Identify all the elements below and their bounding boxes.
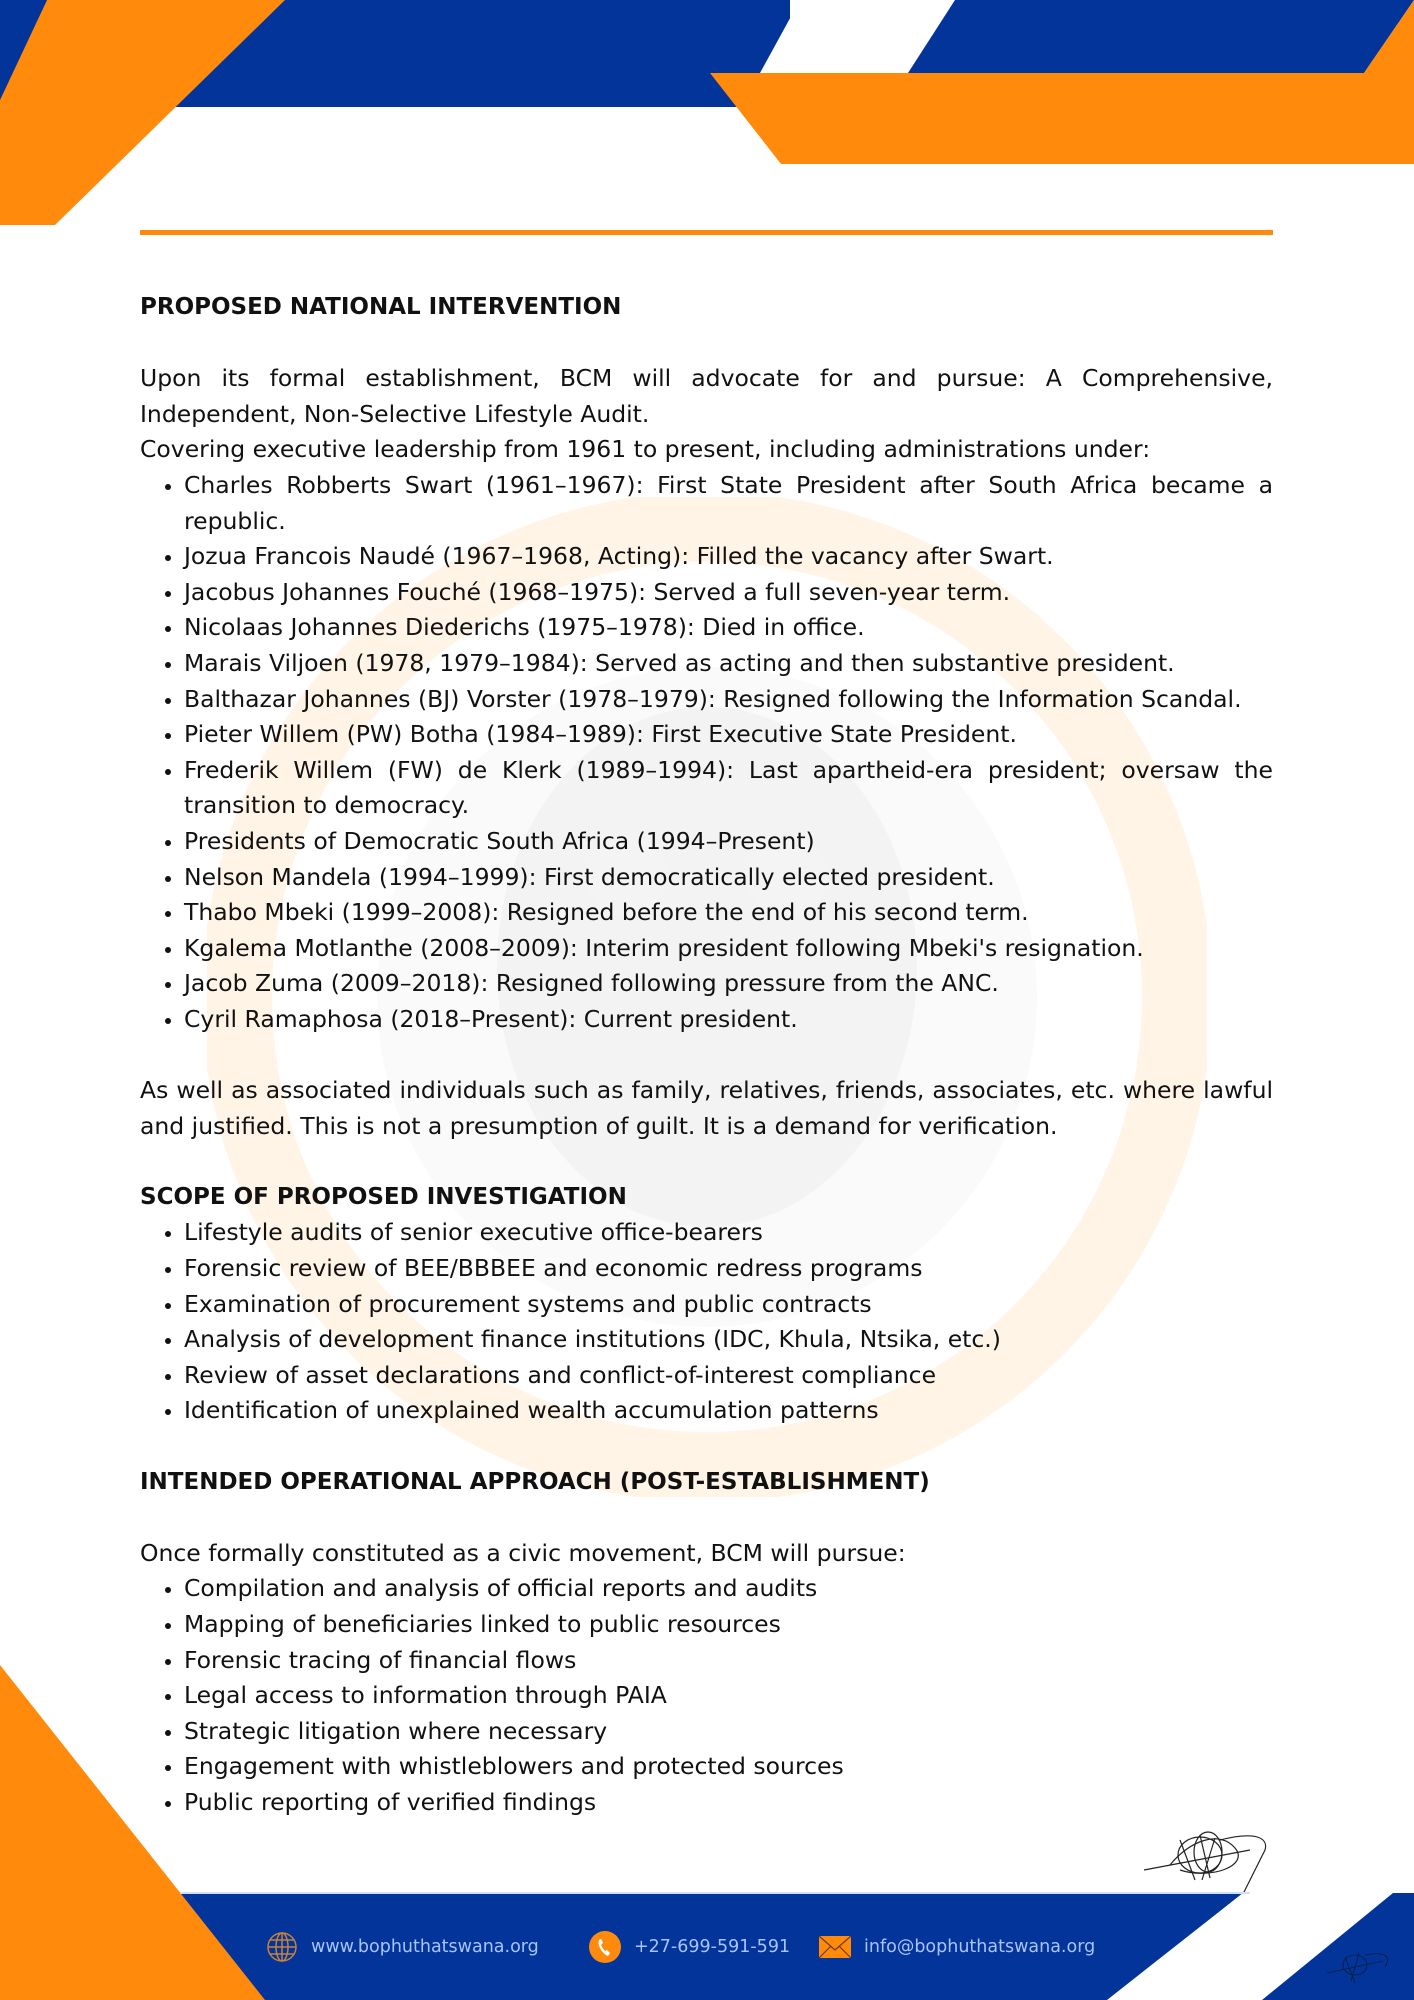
list-item: • Jacob Zuma (2009–2018): Resigned following pressure from the ANC. [184,966,1273,1002]
footer-email[interactable] [818,1930,1095,1964]
list-item: • Cyril Ramaphosa (2018–Present): Current president. [184,1002,1273,1038]
phone-number[interactable]: +27-699-591-591 [634,1937,791,1957]
list-item: • Balthazar Johannes (BJ) Vorster (1978–1979): Resigned following the Information Scandal. [184,682,1273,718]
section-title-intervention: PROPOSED NATIONAL INTERVENTION [140,294,622,320]
list-item: • Identification of unexplained wealth accumulation patterns [184,1393,1273,1429]
footer-signature-icon [1325,1945,1395,1990]
list-item: • Thabo Mbeki (1999–2008): Resigned before the end of his second term. [184,895,1273,931]
website-link[interactable]: www.bophuthatswana.org [311,1937,539,1957]
phone-icon [588,1930,622,1964]
list-item: • Marais Viljoen (1978, 1979–1984): Served as acting and then substantive president. [184,646,1273,682]
section-title-approach: INTENDED OPERATIONAL APPROACH (POST-ESTABLISHMENT) [140,1468,930,1495]
list-item: • Analysis of development finance institutions (IDC, Khula, Ntsika, etc.) [184,1322,1273,1358]
list-item: • Examination of procurement systems and public contracts [184,1287,1273,1323]
list-item: • Compilation and analysis of official reports and audits [184,1571,1273,1607]
list-item: • Frederik Willem (FW) de Klerk (1989–1994): Last apartheid-era president; oversaw the transition to democracy. [184,753,1273,824]
email-link[interactable]: info@bophuthatswana.org [864,1937,1096,1957]
list-item: • Jacobus Johannes Fouché (1968–1975): Served a full seven-year term. [184,575,1273,611]
header-orange-rule [140,230,1273,235]
list-item: • Nelson Mandela (1994–1999): First democratically elected president. [184,860,1273,896]
list-item: • Kgalema Motlanthe (2008–2009): Interim president following Mbeki's resignation. [184,931,1273,967]
list-item: • Nicolaas Johannes Diederichs (1975–1978): Died in office. [184,610,1273,646]
list-item: • Strategic litigation where necessary [184,1714,1273,1750]
intervention-intro: Upon its formal establishment, BCM will advocate for and pursue: A Comprehensive, Independent, Non-Selective Lifestyle Audit. [140,364,1273,428]
section-title-scope: SCOPE OF PROPOSED INVESTIGATION [140,1183,627,1210]
list-item: • Mapping of beneficiaries linked to public resources [184,1607,1273,1643]
list-item: • Forensic tracing of financial flows [184,1643,1273,1679]
list-item: • Forensic review of BEE/BBBEE and economic redress programs [184,1251,1273,1287]
list-item: • Charles Robberts Swart (1961–1967): First State President after South Africa became a republic. [184,468,1273,539]
list-item: • Legal access to information through PAIA [184,1678,1273,1714]
globe-icon [265,1930,299,1964]
list-item: • Lifestyle audits of senior executive office-bearers [184,1215,1273,1251]
list-item: • Pieter Willem (PW) Botha (1984–1989): First Executive State President. [184,717,1273,753]
footer-website[interactable] [265,1930,539,1964]
leaders-list [140,468,1273,1038]
footer-phone[interactable] [588,1930,790,1964]
header-decoration [0,0,1414,240]
scope-list [140,1215,1273,1429]
list-item: • Jozua Francois Naudé (1967–1968, Acting): Filled the vacancy after Swart. [184,539,1273,575]
intervention-closing: As well as associated individuals such as family, relatives, friends, associates, etc. where lawful and justified. This is not a presumption of guilt. It is a demand for verification. [140,1076,1273,1140]
list-item: • Review of asset declarations and conflict-of-interest compliance [184,1358,1273,1394]
document-body [140,290,1273,1821]
intervention-coverage: Covering executive leadership from 1961 to present, including administrations under: [140,435,1151,464]
list-item: • Engagement with whistleblowers and protected sources [184,1749,1273,1785]
list-item: • Public reporting of verified findings [184,1785,1273,1821]
approach-intro: Once formally constituted as a civic movement, BCM will pursue: [140,1538,906,1567]
list-item: • Presidents of Democratic South Africa (1994–Present) [184,824,1273,860]
envelope-icon [818,1930,852,1964]
